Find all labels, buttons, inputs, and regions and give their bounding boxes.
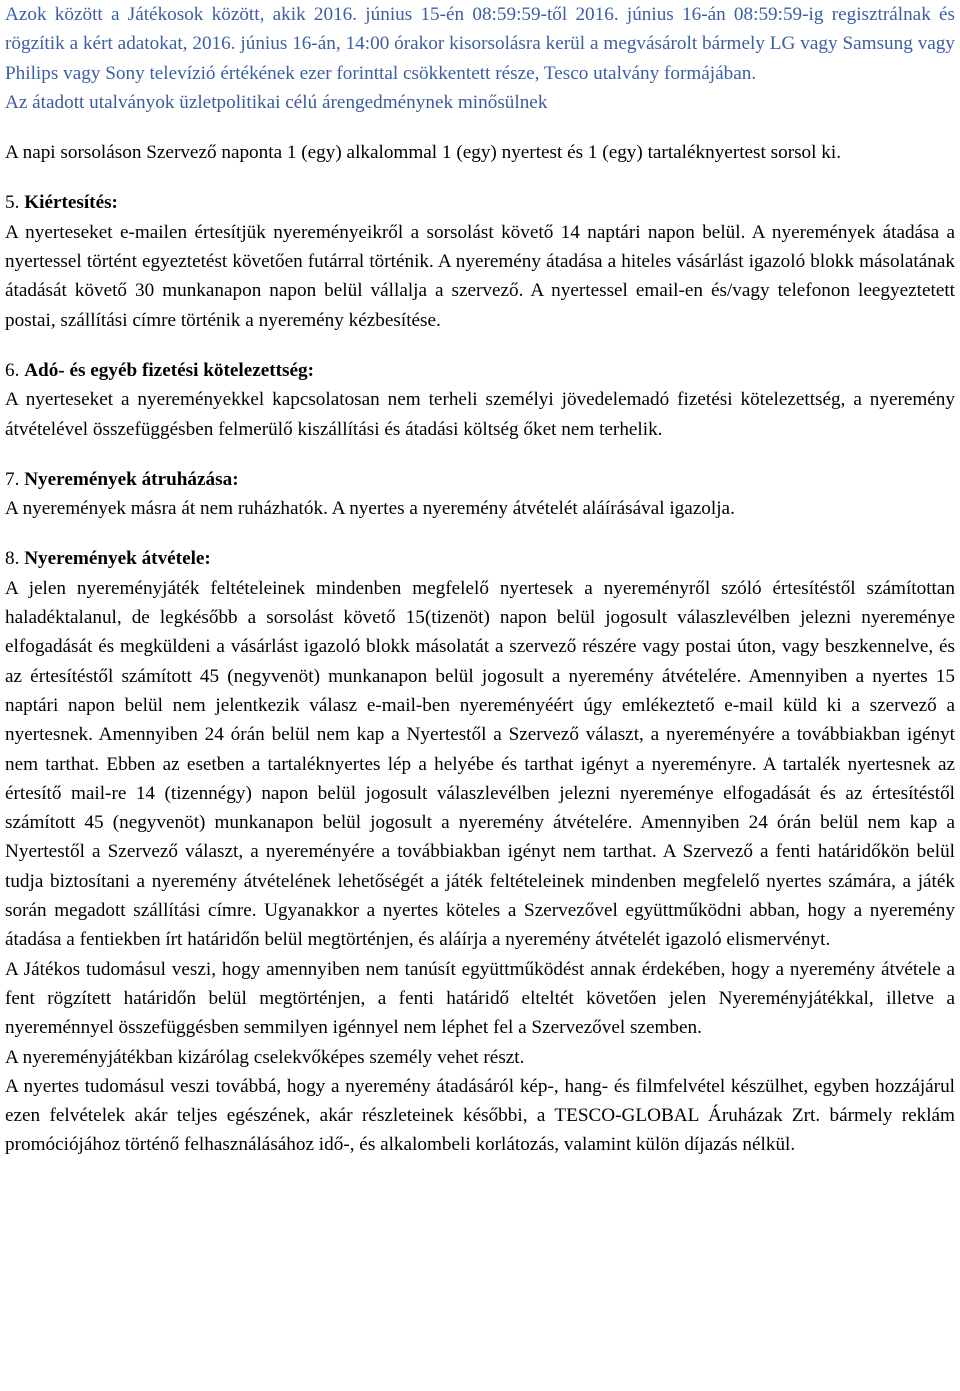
section-text-transfer: A nyeremények másra át nem ruházhatók. A nyertes a nyeremény átvételét aláírásával igazolja. (5, 498, 735, 520)
section-number: 8. (5, 548, 20, 570)
section-heading-receipt (5, 544, 955, 573)
draw-paragraph: A napi sorsoláson Szervező naponta 1 (egy) alkalommal 1 (egy) nyertest és 1 (egy) tartaléknyertest sorsol ki. (5, 142, 842, 164)
section-heading-transfer (5, 465, 955, 494)
section-text-receipt-2: A Játékos tudomásul veszi, hogy amennyiben nem tanúsít együttműködést annak érdekében, hogy a nyeremény átvétele a fent rögzített határidőn belül megtörténjen, a fenti határidő elteltét követően jelen Nyereményjátékkal, illetve a nyereménnyel összefüggésben semmilyen igénnyel nem léphet fel a Szervezővel szemben. (5, 958, 955, 1039)
spacer (5, 167, 955, 188)
section-title: Kiértesítés: (24, 192, 118, 214)
section-text-receipt-1: A jelen nyereményjáték feltételeinek mindenben megfelelő nyertesek a nyereményről szóló értesítéstől számítottan haladéktalanul, de legkésőbb a sorsolást követő 15(tizenöt) napon belül jogosult válaszlevélben jelezni nyereménye elfogadását és megküldeni a vásárlást igazoló blokk másolatát a szervező részére vagy postai úton, vagy beszkennelve, és az értesítéstől számított 45 (negyvenöt) munkanapon belül jogosult a nyeremény átvételére. Amennyiben a nyertes 15 naptári napon belül nem jelentkezik válasz e-mail-ben nyereményéért úgy emlékeztető e-mail küld ki a szervező a nyertesnek. Amennyiben 24 órán belül nem kap a Nyertestől a Szervező választ, a nyereményére a továbbiakban igényt nem tarthat. Ebben az esetben a tartaléknyertes lép a helyébe és tarthat igényt a nyereményre. A tartalék nyertesnek az értesítő mail-re 14 (tizennégy) napon belül jogosult válaszlevélben jelezni nyereménye elfogadását és az értesítéstől számított 45 (negyvenöt) munkanapon belül jogosult a nyeremény átvételére. Amennyiben 24 órán belül nem kap a Nyertestől a Szervező választ, a nyereményére a továbbiakban igényt nem tarthat. A Szervező a fenti határidőkön belül tudja biztosítani a nyeremény átvételének lehetőségét a játék feltételeinek mindenben megfelelő nyertes számára, a játék során megadott szállítási címre. Ugyanakkor a nyertes köteles a Szervezővel együttműködni abban, hogy a nyeremény átadása a fentiekben írt határidőn belül megtörténjen, és aláírja a nyeremény átvételét igazoló elismervényt. (5, 577, 955, 951)
section-heading-notification (5, 188, 955, 217)
section-number: 5. (5, 192, 20, 214)
intro-paragraph: Azok között a Játékosok között, akik 2016. június 15-én 08:59:59-től 2016. június 16-án 08:59:59-ig regisztrálnak és rögzítik a kért adatokat, 2016. június 16-án, 14:00 órakor kisorsolásra kerül a megvásárolt bármely LG vagy Samsung vagy Philips vagy Sony televízió értékének ezer forinttal csökkentett része, Tesco utalvány formájában. (5, 4, 955, 84)
spacer (5, 444, 955, 465)
spacer (5, 523, 955, 544)
section-title: Nyeremények átvétele: (24, 548, 211, 570)
section-text-notification: A nyerteseket e-mailen értesítjük nyereményeikről a sorsolást követő 14 naptári napon belül. A nyeremények átadása a nyertessel történt egyeztetést követően futárral történik. A nyeremény átadása a hiteles vásárlást igazoló blokk másolatának átadását követő 30 munkanapon napon belül vállalja a szervező. A nyertessel email-en és/vagy telefonon leegyeztetett postai, szállítási címre történik a nyeremény kézbesítése. (5, 221, 955, 331)
section-text-receipt-3: A nyereményjátékban kizárólag cselekvőképes személy vehet részt. (5, 1046, 525, 1068)
section-number: 6. (5, 359, 20, 381)
section-heading-tax (5, 356, 955, 385)
section-title: Nyeremények átruházása: (24, 468, 239, 490)
section-number: 7. (5, 468, 20, 490)
document-page (5, 0, 955, 1160)
section-text-receipt-4: A nyertes tudomásul veszi továbbá, hogy a nyeremény átadásáról kép-, hang- és filmfelvétel készülhet, egyben hozzájárul ezen felvételek akár teljes egészének, akár részleteinek későbbi, a TESCO-GLOBAL Áruházak Zrt. bármely reklám promóciójához történő felhasználásához idő-, és alkalombeli korlátozás, valamint külön díjazás nélkül. (5, 1075, 955, 1156)
section-title: Adó- és egyéb fizetési kötelezettség: (24, 359, 315, 381)
spacer (5, 117, 955, 138)
section-text-tax: A nyerteseket a nyereményekkel kapcsolatosan nem terheli személyi jövedelemadó fizetési kötelezettség, a nyeremény átvételével összefüggésben felmerülő kiszállítási és átadási költség őket nem terhelik. (5, 389, 955, 440)
spacer (5, 335, 955, 356)
intro-note: Az átadott utalványok üzletpolitikai célú árengedménynek minősülnek (5, 91, 548, 113)
